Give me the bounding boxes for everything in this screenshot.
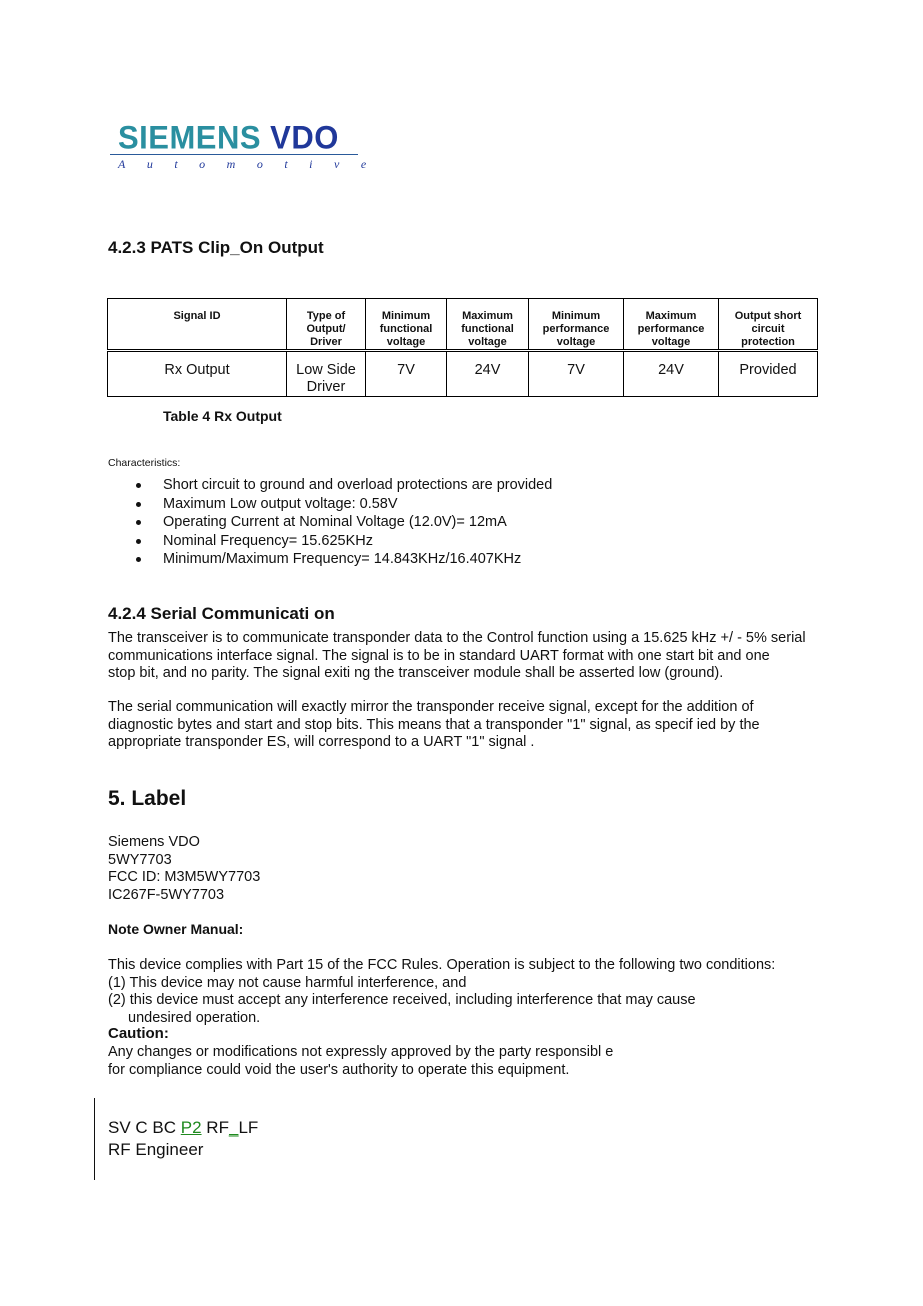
characteristics-label: Characteristics: [108, 457, 181, 469]
table-cell: 7V [529, 351, 624, 397]
caution-text: Any changes or modifications not expressly approved by the party responsibl e for compliance could void the user's authority to operate this equipment. [108, 1044, 614, 1078]
note-owner-manual-heading: Note Owner Manual: [108, 921, 244, 937]
siemens-vdo-logo [118, 121, 339, 154]
table-cell: 24V [447, 351, 529, 397]
change-bar [94, 1098, 95, 1180]
bullet-icon [136, 502, 141, 507]
signature-block [108, 1117, 258, 1161]
table-header: Minimum performance voltage [529, 299, 624, 351]
list-item: Minimum/Maximum Frequency= 14.843KHz/16.407KHz [136, 550, 552, 569]
list-item: Maximum Low output voltage: 0.58V [136, 495, 552, 514]
table-row [108, 351, 818, 397]
caution-heading: Caution: [108, 1025, 169, 1042]
fcc-statement: This device complies with Part 15 of the FCC Rules. Operation is subject to the following two conditions: (1) This device may not cause harmful interference, and (2) this device must accept any interference received, including interference that may cause undesired operation. [108, 957, 776, 1026]
table-header: Minimum functional voltage [366, 299, 447, 351]
label-block: Siemens VDO 5WY7703 FCC ID: M3M5WY7703 IC267F-5WY7703 [108, 834, 261, 903]
logo-tagline: Automotive [118, 157, 388, 171]
bullet-icon [136, 557, 141, 562]
characteristics-list [136, 476, 552, 569]
table-header: Signal ID [108, 299, 287, 351]
list-item: Short circuit to ground and overload protections are provided [136, 476, 552, 495]
bullet-icon [136, 539, 141, 544]
signature-code: SV C BC P2 RF_LF [108, 1118, 259, 1137]
logo-siemens: SIEMENS [118, 119, 262, 156]
table-header: Output short circuit protection [719, 299, 818, 351]
table-header-row [108, 299, 818, 351]
table-header: Maximum functional voltage [447, 299, 529, 351]
signature-role: RF Engineer [108, 1140, 204, 1159]
rx-output-table [107, 298, 818, 397]
section-424-heading: 4.2.4 Serial Communicati on [108, 604, 335, 623]
table-header: Maximum performance voltage [624, 299, 719, 351]
table-cell: 7V [366, 351, 447, 397]
table-header: Type of Output/ Driver [287, 299, 366, 351]
serial-paragraph-2: The serial communication will exactly mirror the transponder receive signal, except for the addition of diagnostic bytes and start and stop bits. This means that a transponder "1" signal, as specif ied by the appropriate transponder ES, will correspond to a UART "1" signal . [108, 699, 760, 750]
revision-highlight: P2 [180, 1118, 202, 1137]
bullet-icon [136, 483, 141, 488]
list-item: Operating Current at Nominal Voltage (12.0V)= 12mA [136, 513, 552, 532]
table-cell: Rx Output [108, 351, 287, 397]
table-cell: Low Side Driver [287, 351, 366, 397]
section-5-heading: 5. Label [108, 787, 187, 810]
table-cell: 24V [624, 351, 719, 397]
bullet-icon [136, 520, 141, 525]
list-item: Nominal Frequency= 15.625KHz [136, 532, 552, 551]
table-cell: Provided [719, 351, 818, 397]
serial-paragraph-1: The transceiver is to communicate transponder data to the Control function using a 15.625 kHz +/ - 5% serial communications interface signal. The signal is to be in standard UART format with one start bit and one stop bit, and no parity. The signal exiti ng the transceiver module shall be asserted low (ground). [108, 630, 806, 681]
section-423-heading: 4.2.3 PATS Clip_On Output [108, 238, 324, 257]
table-caption: Table 4 Rx Output [163, 408, 282, 424]
logo-vdo: VDO [270, 119, 339, 156]
logo-rule [110, 154, 358, 155]
